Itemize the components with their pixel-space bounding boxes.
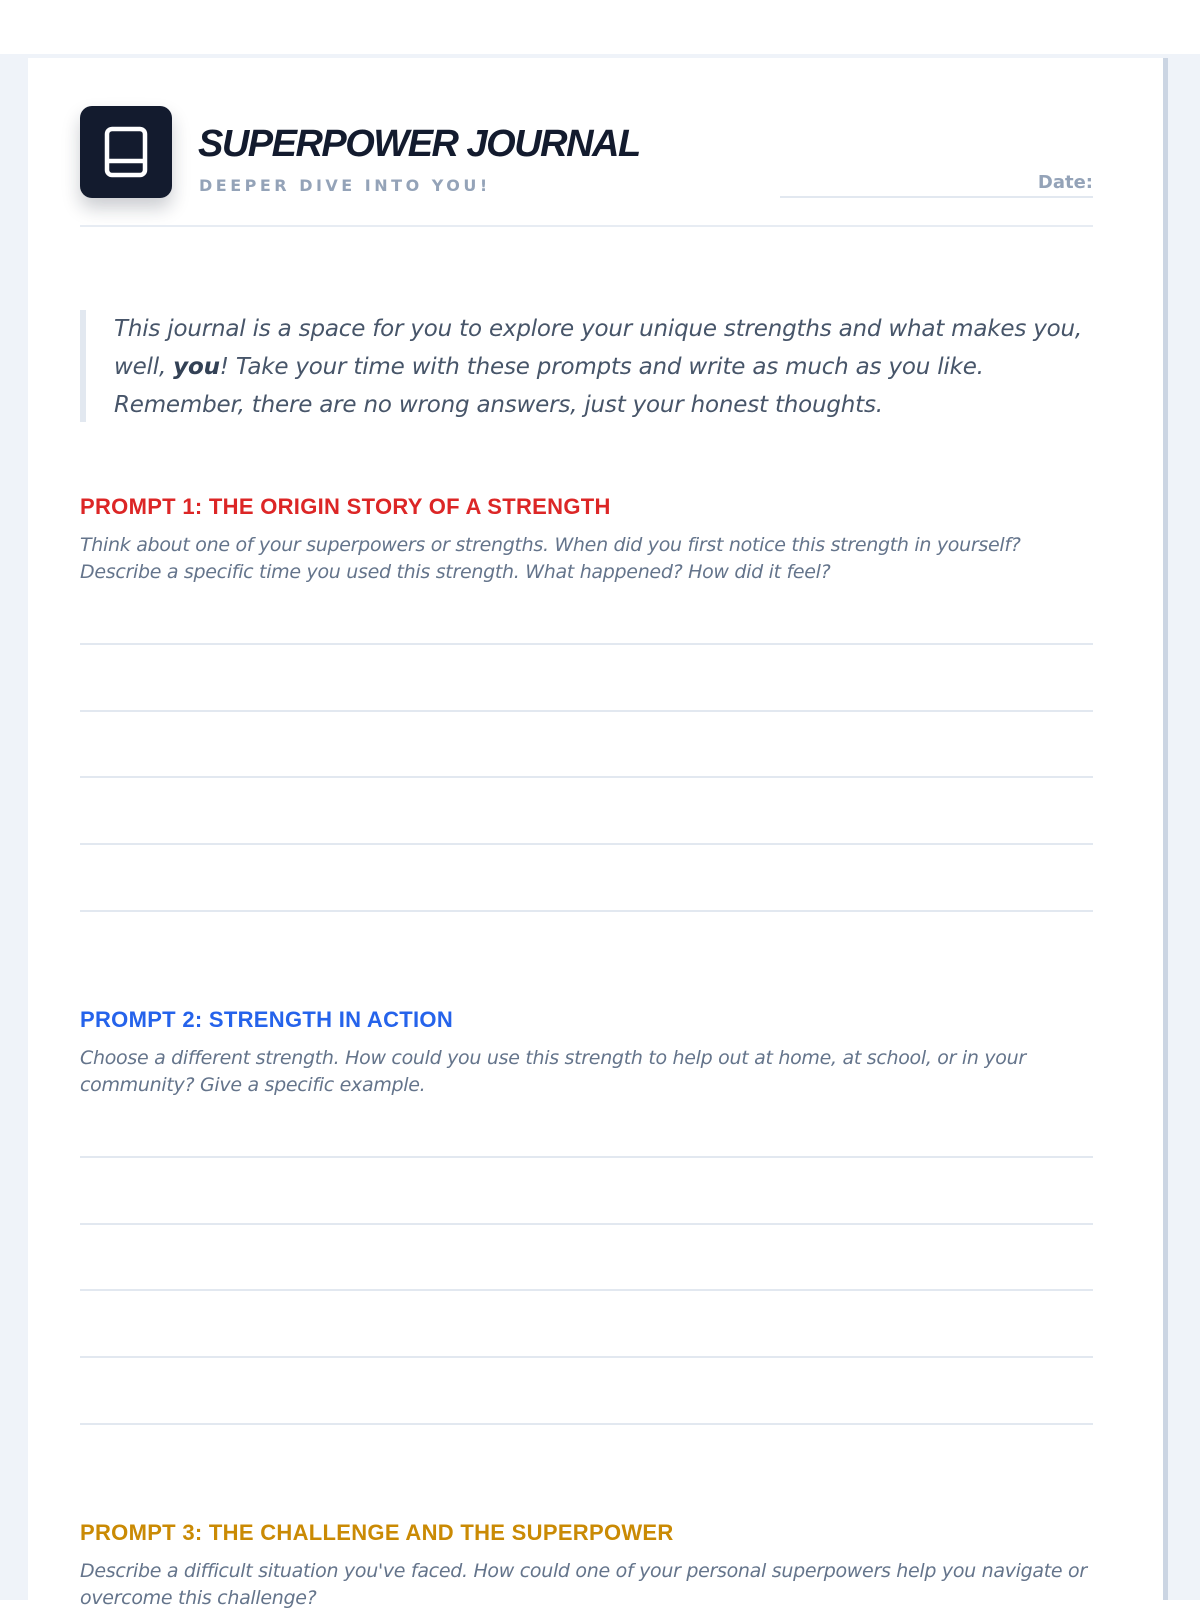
header-divider bbox=[80, 225, 1093, 227]
prompt-section-3 bbox=[80, 1520, 1093, 1612]
writing-line bbox=[80, 1156, 1093, 1158]
date-field-line[interactable] bbox=[780, 196, 1093, 198]
writing-line bbox=[80, 710, 1093, 712]
book-icon bbox=[104, 126, 148, 178]
prompt-3-title: PROMPT 3: THE CHALLENGE AND THE SUPERPOWER bbox=[80, 1520, 674, 1545]
writing-line bbox=[80, 1289, 1093, 1291]
prompt-section-1 bbox=[80, 494, 1093, 586]
journal-page bbox=[28, 58, 1168, 1609]
intro-emphasis: you bbox=[173, 354, 220, 380]
prompt-3-description: Describe a difficult situation you've faced. How could one of your personal superpowers help you navigate or overcome this challenge? bbox=[80, 1560, 1087, 1609]
journal-header bbox=[80, 106, 1093, 226]
prompt-section-2 bbox=[80, 1007, 1093, 1099]
writing-line bbox=[80, 1356, 1093, 1358]
logo-badge bbox=[80, 106, 172, 198]
writing-line bbox=[80, 776, 1093, 778]
intro-text-end: ! Take your time with these prompts and write as much as you like. Remember, there are no wrong answers, just your honest thoughts. bbox=[114, 354, 984, 418]
intro-text-start: This journal is a space for you to explore your unique strengths and what makes you, well, bbox=[114, 316, 1083, 380]
writing-line bbox=[80, 1423, 1093, 1425]
page-title: SUPERPOWER JOURNAL bbox=[198, 123, 640, 165]
writing-line bbox=[80, 1223, 1093, 1225]
prompt-1-description: Think about one of your superpowers or strengths. When did you first notice this strength in yourself? Describe a specific time you used this strength. What happened? How did it feel? bbox=[80, 534, 1021, 583]
prompt-2-title: PROMPT 2: STRENGTH IN ACTION bbox=[80, 1007, 454, 1032]
writing-line bbox=[80, 910, 1093, 912]
writing-line bbox=[80, 843, 1093, 845]
intro-quote bbox=[80, 310, 1093, 422]
prompt-2-description: Choose a different strength. How could you use this strength to help out at home, at school, or in your community? Give a specific example. bbox=[80, 1047, 1026, 1096]
writing-line bbox=[80, 643, 1093, 645]
prompt-1-title: PROMPT 1: THE ORIGIN STORY OF A STRENGTH bbox=[80, 494, 611, 519]
date-label: Date: bbox=[1037, 172, 1093, 193]
page-subtitle: DEEPER DIVE INTO YOU! bbox=[199, 176, 491, 195]
